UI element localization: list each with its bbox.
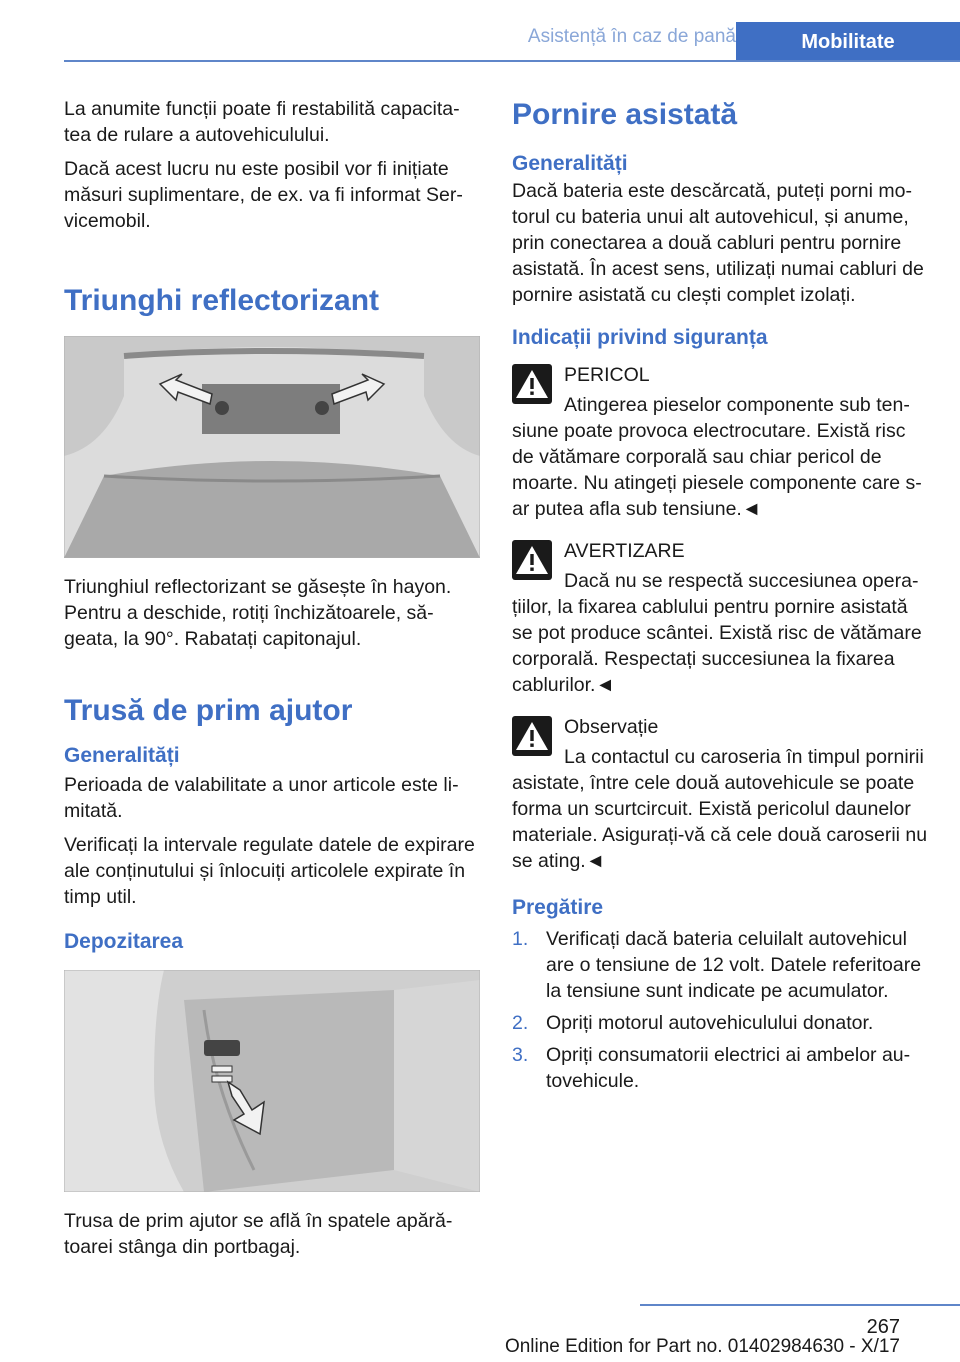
left-column — [64, 96, 480, 1268]
warning-notice — [512, 714, 930, 874]
prep-steps-list — [512, 926, 930, 1094]
edition-note: Online Edition for Part no. 01402984630 - X/17 — [504, 1336, 900, 1357]
footer-rule — [640, 1304, 960, 1306]
list-item: 3. Opriți consumatorii electrici ai ambelor autovehicule. — [512, 1044, 911, 1092]
warning-notice-label: Observație — [564, 716, 659, 738]
prep-heading: Pregătire — [512, 896, 604, 919]
header-chapter-tab: Mobilitate — [736, 22, 960, 62]
warning-danger-label: PERICOL — [564, 364, 650, 386]
firstaid-heading: Trusă de prim ajutor — [64, 694, 353, 727]
storage-caption: Trusa de prim ajutor se află în spatele apărătoarei stânga din portbagaj. — [64, 1210, 453, 1258]
safety-heading: Indicații privind siguranța — [512, 326, 768, 349]
warning-danger — [512, 362, 930, 522]
cargo-area-illustration — [64, 970, 480, 1192]
warning-triangle-icon — [512, 716, 552, 756]
trunk-lid-illustration — [64, 336, 480, 558]
list-item: 1. Verificați dacă bateria celuilalt autovehicul are o tensiune de 12 volt. Datele referitoare la tensiune sunt indicate pe acumulator. — [512, 928, 922, 1002]
warning-notice-text: La contactul cu caroseria în timpul pornirii asistate, între cele două autovehicule se poate forma un scurtcircuit. Există pericolul daunelor materiale. Asigurați-vă că cele două caroserii nu se ating.◄ — [512, 746, 928, 872]
warning-caution-text: Dacă nu se respectă succesiunea operațiilor, la fixarea cablului pentru pornire asistată se pot produce scântei. Există risc de vătămare corporală. Respectați succesiunea la fixarea cablurilor.◄ — [512, 570, 922, 696]
header-rule — [64, 60, 960, 62]
triangle-caption: Triunghiul reflectorizant se găsește în hayon. Pentru a deschide, rotiți închizătoarele, săgeata, la 90°. Rabatați capitonajul. — [64, 576, 452, 650]
general-paragraph: Dacă bateria este descărcată, puteți porni motorul cu bateria unui alt autovehicul, și anume, prin conectarea a două cabluri pentru pornire asistată. În acest sens, utilizați numai cabluri de pornire asistată cu clești complet izolați. — [512, 180, 924, 306]
warning-caution — [512, 538, 930, 698]
right-column — [512, 96, 930, 1100]
triangle-figure — [64, 336, 480, 558]
triangle-heading: Triunghi reflectorizant — [64, 284, 380, 317]
warning-triangle-icon — [512, 540, 552, 580]
warning-danger-text: Atingerea pieselor componente sub tensiune poate provoca electrocutare. Există risc de vătămare corporală sau chiar pericol de moarte. Nu atingeți piesele componente care s-ar putea afla sub tensiune.◄ — [512, 394, 922, 520]
warning-triangle-icon — [512, 364, 552, 404]
firstaid-paragraph-2: Verificați la intervale regulate datele de expirare ale conținutului și înlocuiți articolele expirate în timp util. — [64, 834, 475, 908]
page-number: 267 — [866, 1316, 900, 1338]
jumpstart-heading: Pornire asistată — [512, 98, 738, 131]
list-item: 2. Opriți motorul autovehiculului donator. — [512, 1012, 874, 1034]
header-section-title: Asistență în caz de pană — [527, 26, 736, 47]
storage-figure — [64, 970, 480, 1192]
intro-paragraph-2: Dacă acest lucru nu este posibil vor fi inițiate măsuri suplimentare, de ex. va fi informat Servicemobil. — [64, 158, 463, 232]
intro-paragraph-1: La anumite funcții poate fi restabilită capacitatea de rulare a autovehiculului. — [64, 98, 460, 146]
storage-heading: Depozitarea — [64, 930, 184, 953]
firstaid-paragraph-1: Perioada de valabilitate a unor articole este limitată. — [64, 774, 459, 822]
warning-caution-label: AVERTIZARE — [564, 540, 685, 562]
firstaid-general-heading: Generalități — [64, 744, 180, 767]
general-heading: Generalități — [512, 152, 628, 175]
